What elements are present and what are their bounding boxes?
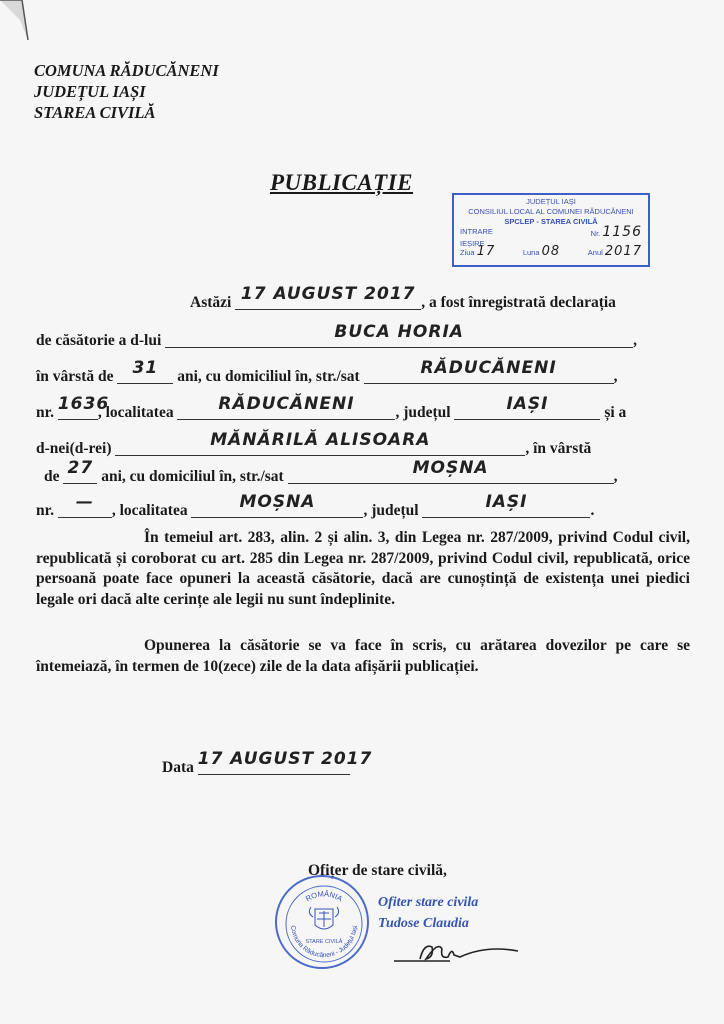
header-county: JUDEȚUL IAȘI: [34, 82, 146, 101]
judetul-label: , județul: [363, 502, 419, 519]
period: .: [590, 502, 595, 519]
date-value: 17 AUGUST 2017: [197, 749, 373, 769]
bride-domicile-label: ani, cu domiciliul în, str./sat: [101, 468, 284, 485]
groom-age-field: [117, 358, 173, 384]
date-line: [162, 749, 373, 777]
astazi-field: [235, 284, 421, 310]
groom-county-field: [454, 394, 600, 420]
comma: ,: [633, 332, 638, 349]
opposition-paragraph: Opunerea la căsătorie se va face în scris, cu arătarea dovezilor pe care se întemeiază, în termen de 10(zece) zile de la data afișării publicației.: [36, 637, 690, 675]
official-seal: [275, 875, 369, 969]
handwritten-signature: [390, 935, 530, 971]
bride-nr: —: [75, 492, 94, 512]
stamp-intrare: INTRARE: [460, 227, 493, 236]
bride-street-field: [288, 458, 614, 484]
comma: ,: [613, 468, 618, 485]
stamp-iesire: IEȘIRE: [460, 239, 485, 248]
localitatea-label: , localitatea: [97, 404, 174, 421]
bride-locality: MOȘNA: [239, 492, 316, 512]
header-commune: COMUNA RĂDUCĂNENI: [34, 61, 219, 80]
nr-label: nr.: [36, 404, 54, 421]
seal-ring-text: Comuna Răducăneni - Județul Iași: [288, 925, 359, 960]
groom-nr-field: [57, 394, 110, 420]
stamp-nr-label: Nr.: [590, 229, 601, 238]
groom-locality-field: [177, 394, 395, 420]
stamp-council: CONSILIUL LOCAL AL COMUNEI RĂDUCĂNENI: [468, 207, 634, 216]
si-a: și a: [604, 404, 627, 421]
domicile-label: ani, cu domiciliul în, str./sat: [177, 368, 360, 385]
stamp-ziua-value: 17: [476, 244, 496, 259]
stamp-nr-value: 1156: [602, 224, 642, 240]
bride-age-suffix: , în vârstă: [525, 440, 592, 457]
bride-name-field: [115, 430, 525, 456]
seal-top-text: ROMÂNIA: [303, 889, 345, 904]
groom-street: RĂDUCĂNENI: [420, 358, 557, 378]
de-label: de: [44, 468, 60, 485]
bride-county: IAȘI: [485, 492, 528, 512]
astazi-value: 17 AUGUST 2017: [240, 284, 416, 304]
line-groom-age: [36, 358, 618, 386]
groom-county: IAȘI: [506, 394, 549, 414]
groom-name-field: [165, 322, 633, 348]
legal-paragraph: În temeiul art. 283, alin. 2 și alin. 3, din Legea nr. 287/2009, privind Codul civil, republicată și coroborat cu art. 285 din Legea nr. 287/2009, privind Codul civil, republicată, orice persoană poate face opuneri la această căsătorie, dacă are cunoștință de existența unei piedici legale ori dacă alte cerințe ale legii nu sunt îndeplinite.: [36, 529, 690, 608]
bride-locality-field: [191, 492, 363, 518]
officer-name: Tudose Claudia: [378, 916, 469, 931]
seal-graphic: [277, 877, 371, 971]
age-prefix: în vârstă de: [36, 368, 114, 385]
document-title: PUBLICAȚIE: [270, 170, 414, 195]
nr-label: nr.: [36, 502, 54, 519]
bride-nr-field: [58, 492, 112, 518]
date-label: Data: [162, 759, 194, 776]
stamp-department: SPCLEP - STAREA CIVILĂ: [504, 217, 598, 226]
svg-text:ROMÂNIA: [304, 889, 344, 903]
stamp-anul-value: 2017: [604, 244, 642, 259]
comma: ,: [613, 368, 618, 385]
officer-stamp: [378, 892, 478, 934]
line-bride-address: [36, 492, 595, 520]
institution-header: [34, 60, 219, 123]
line-astazi: [190, 284, 616, 312]
line-bride: [36, 430, 592, 458]
groom-name: BUCA HORIA: [334, 322, 464, 342]
registration-stamp: [452, 193, 650, 267]
date-field: [197, 749, 373, 775]
groom-age: 31: [132, 358, 159, 378]
header-department: STAREA CIVILĂ: [34, 103, 156, 122]
coat-of-arms-icon: [309, 907, 338, 929]
line-bride-age: [44, 458, 618, 486]
officer-title: Ofiter stare civila: [378, 895, 479, 910]
groom-nr: 1636: [57, 394, 110, 414]
stamp-luna-label: Luna: [522, 248, 540, 257]
folded-corner: [0, 0, 40, 60]
stamp-county: JUDEȚUL IAȘI: [526, 197, 576, 206]
astazi-label: Astăzi: [190, 294, 232, 311]
bride-age-field: [63, 458, 97, 484]
stamp-luna-value: 08: [541, 244, 561, 259]
bride-age: 27: [67, 458, 94, 478]
bride-street: MOȘNA: [412, 458, 489, 478]
astazi-suffix: , a fost înregistrată declarația: [421, 294, 616, 311]
seal-center-text: STARE CIVILĂ: [305, 939, 343, 945]
groom-locality: RĂDUCĂNENI: [218, 394, 355, 414]
groom-street-field: [364, 358, 614, 384]
judetul-label: , județul: [395, 404, 451, 421]
line-groom-address: [36, 394, 627, 422]
line-groom: [36, 322, 638, 350]
decl-prefix: de căsătorie a d-lui: [36, 332, 162, 349]
stamp-ziua-label: Ziua: [460, 248, 475, 257]
bride-prefix: d-nei(d-rei): [36, 440, 112, 457]
localitatea-label: , localitatea: [111, 502, 188, 519]
stamp-anul-label: Anul: [587, 248, 603, 257]
bride-name: MĂNĂRILĂ ALISOARA: [210, 430, 431, 450]
signature-title: Ofițer de stare civilă,: [308, 862, 447, 879]
bride-county-field: [422, 492, 590, 518]
